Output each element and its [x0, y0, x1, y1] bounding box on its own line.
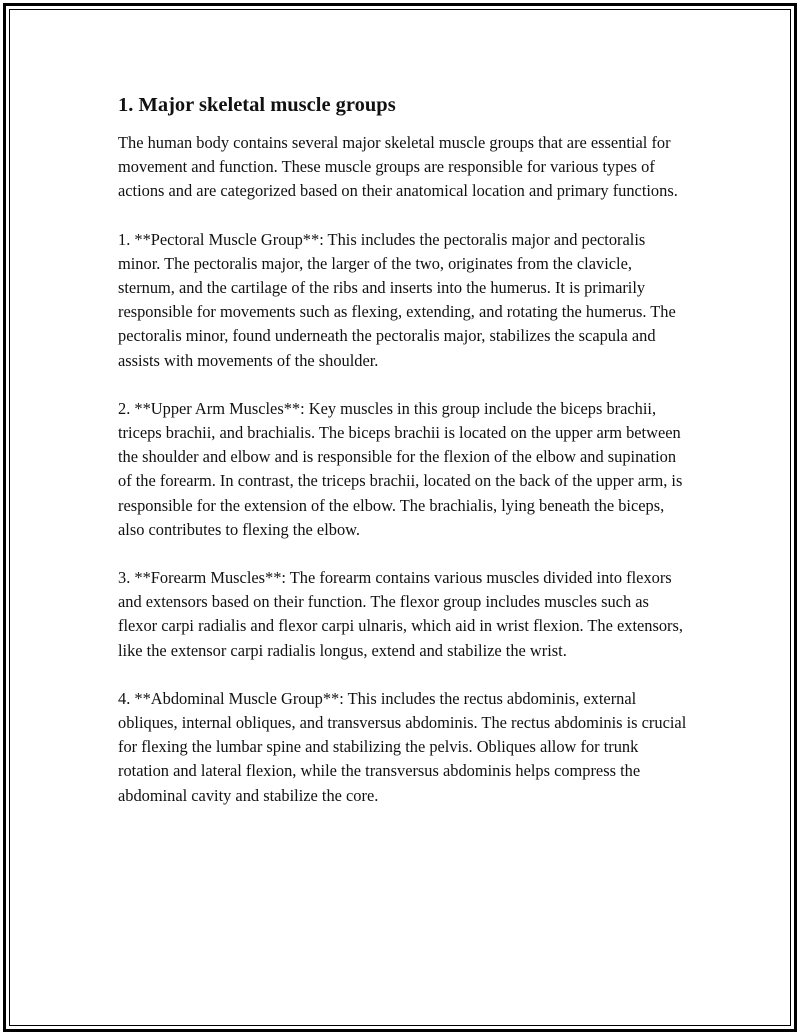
abdominal-paragraph: 4. **Abdominal Muscle Group**: This includes the rectus abdominis, external obliques, internal obliques, and transversus abdominis. The rectus abdominis is crucial for flexing the lumbar spine and stabilizing the pelvis. Obliques allow for trunk rotation and lateral flexion, while the transversus abdominis helps compress the abdominal cavity and stabilize the core. — [118, 688, 687, 805]
intro-paragraph: The human body contains several major skeletal muscle groups that are essential for movement and function. These muscle groups are responsible for various types of actions and are categorized based on their anatomical location and primary functions. — [118, 133, 678, 201]
pectoral-paragraph: 1. **Pectoral Muscle Group**: This includes the pectoralis major and pectoralis minor. The pectoralis major, the larger of the two, originates from the clavicle, sternum, and the cartilage of the ribs and inserts into the humerus. It is primarily responsible for movements such as flexing, extending, and rotating the humerus. The pectoralis minor, found underneath the pectoralis major, stabilizes the scapula and assists with movements of the shoulder. — [118, 229, 676, 370]
section-heading: 1. Major skeletal muscle groups — [118, 94, 396, 116]
forearm-paragraph: 3. **Forearm Muscles**: The forearm contains various muscles divided into flexors and extensors based on their function. The flexor group includes muscles such as flexor carpi radialis and flexor carpi ulnaris, which aid in wrist flexion. The extensors, like the extensor carpi radialis longus, extend and stabilize the wrist. — [118, 568, 683, 660]
document-body — [118, 91, 690, 832]
upper-arm-paragraph: 2. **Upper Arm Muscles**: Key muscles in this group include the biceps brachii, triceps brachii, and brachialis. The biceps brachii is located on the upper arm between the shoulder and elbow and is responsible for the flexion of the elbow and supination of the forearm. In contrast, the triceps brachii, located on the back of the upper arm, is responsible for the extension of the elbow. The brachialis, lying beneath the biceps, also contributes to flexing the elbow. — [118, 398, 683, 539]
